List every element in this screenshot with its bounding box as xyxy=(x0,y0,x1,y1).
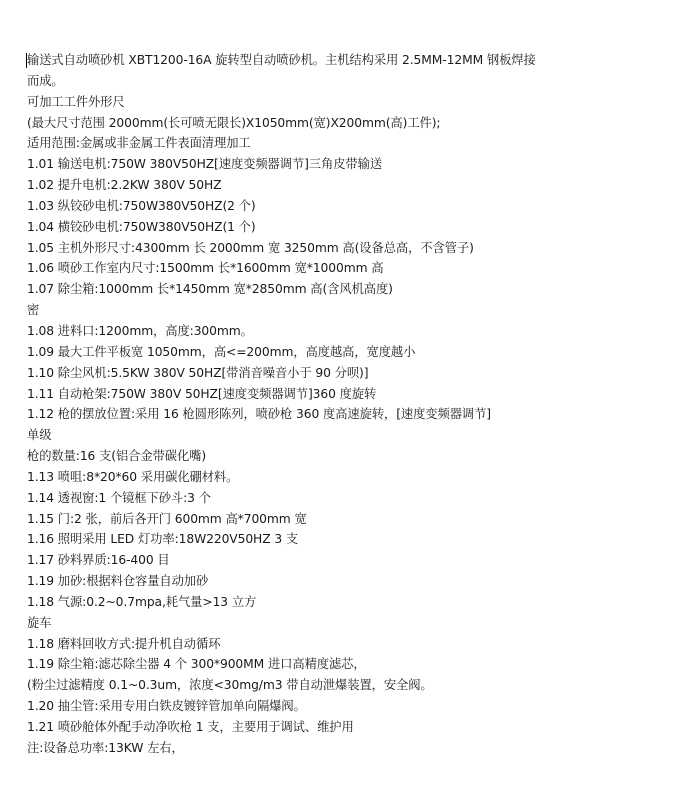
doc-line: 1.20 抽尘管:采用专用白铁皮镀锌管加单向隔爆阀。 xyxy=(27,699,306,714)
doc-line: 适用范围:金属或非金属工件表面清理加工 xyxy=(27,136,251,151)
doc-line: 1.05 主机外形尺寸:4300mm 长 2000mm 宽 3250mm 高(设备总高，不含管子) xyxy=(27,240,474,255)
doc-line: 1.15 门:2 张，前后各开门 600mm 高*700mm 宽 xyxy=(27,511,307,526)
doc-line: (最大尺寸范围 2000mm(长可喷无限长)X1050mm(宽)X200mm(高)工件); xyxy=(27,115,441,130)
doc-line: 1.16 照明采用 LED 灯功率:18W220V50HZ 3 支 xyxy=(27,532,299,547)
doc-line: 而成。 xyxy=(27,73,64,88)
doc-line: 1.01 输送电机:750W 380V50HZ[速度变频器调节]三角皮带输送 xyxy=(27,157,383,172)
doc-line: 1.13 喷咀:8*20*60 采用碳化硼材料。 xyxy=(27,469,239,484)
doc-line: 单级 xyxy=(27,428,52,443)
doc-line: 输送式自动喷砂机 XBT1200-16A 旋转型自动喷砂机。主机结构采用 2.5MM-12MM 钢板焊接 xyxy=(27,53,536,67)
doc-line: 1.03 纵铰砂电机:750W380V50HZ(2 个) xyxy=(27,198,256,213)
doc-line: 1.02 提升电机:2.2KW 380V 50HZ xyxy=(27,178,222,193)
doc-line: 1.18 气源:0.2~0.7mpa,耗气量>13 立方 xyxy=(27,594,257,609)
doc-line: 1.04 横铰砂电机:750W380V50HZ(1 个) xyxy=(27,219,256,234)
doc-line: 1.10 除尘风机:5.5KW 380V 50HZ[带消音噪音小于 90 分呗)] xyxy=(27,365,369,380)
doc-line: 1.14 透视窗:1 个镜框下砂斗:3 个 xyxy=(27,490,211,505)
doc-line: 1.19 加砂:根据料仓容量自动加砂 xyxy=(27,574,209,589)
doc-line: 1.07 除尘箱:1000mm 长*1450mm 宽*2850mm 高(含风机高度) xyxy=(27,282,393,297)
doc-line: 1.08 进料口:1200mm，高度:300mm。 xyxy=(27,323,253,338)
doc-line: 1.06 喷砂工作室内尺寸:1500mm 长*1600mm 宽*1000mm 高 xyxy=(27,261,384,276)
doc-line: 1.18 磨料回收方式:提升机自动循环 xyxy=(27,636,221,651)
doc-line: 1.19 除尘箱:滤芯除尘器 4 个 300*900MM 进口高精度滤芯， xyxy=(27,657,366,672)
document-body[interactable] xyxy=(27,50,647,759)
doc-line: 1.12 枪的摆放位置:采用 16 枪圆形陈列，喷砂枪 360 度高速旋转，[速度变频器调节] xyxy=(27,407,491,422)
doc-line: 1.09 最大工件平板宽 1050mm，高<=200mm，高度越高，宽度越小 xyxy=(27,344,416,359)
doc-line: 1.17 砂料界质:16-400 目 xyxy=(27,553,170,568)
doc-line: 枪的数量:16 支(铝合金带碳化嘴) xyxy=(27,449,207,464)
doc-line: (粉尘过滤精度 0.1~0.3um，浓度<30mg/m3 带自动泄爆装置，安全阀。 xyxy=(27,678,433,693)
doc-line: 密 xyxy=(27,303,40,318)
doc-line: 旋车 xyxy=(27,615,52,630)
doc-line: 1.21 喷砂舱体外配手动净吹枪 1 支，主要用于调试、维护用 xyxy=(27,720,354,734)
doc-line: 可加工工件外形尺 xyxy=(27,94,125,109)
doc-line: 1.11 自动枪架:750W 380V 50HZ[速度变频器调节]360 度旋转 xyxy=(27,386,377,401)
doc-line: 注:设备总功率:13KW 左右， xyxy=(27,740,184,755)
